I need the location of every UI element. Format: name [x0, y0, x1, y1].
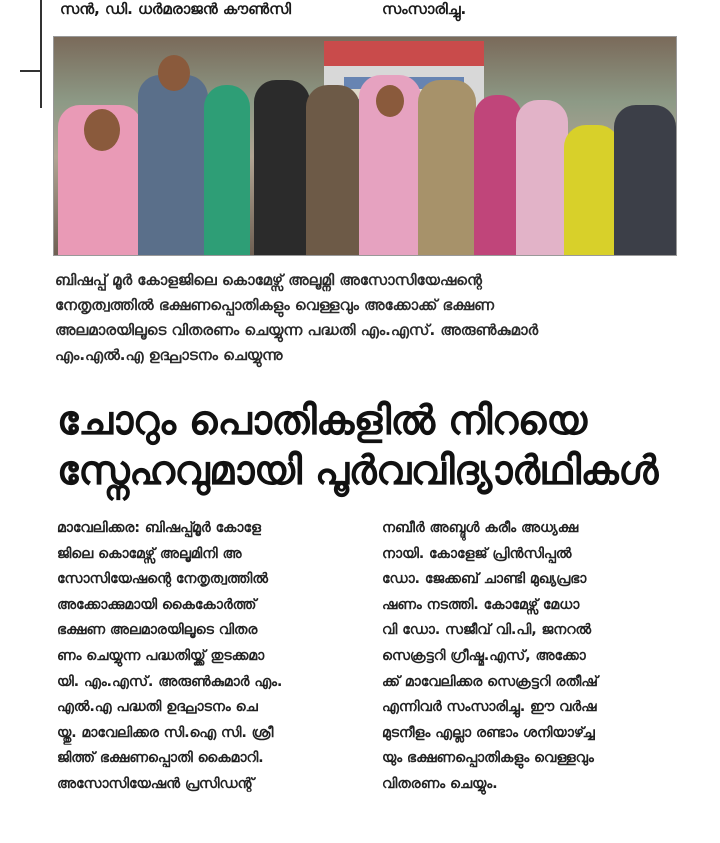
- headline-line: സ്നേഹവുമായി പൂർവവിദ്യാർഥികൾ: [57, 448, 658, 494]
- photo-caption: [55, 268, 675, 368]
- person-figure: [516, 100, 568, 255]
- caption-line: ബിഷപ്പ് മൂർ കോളജിലെ കൊമേഴ്സ് അലൂമ്നി അസോസിയേഷന്റെ: [55, 271, 482, 289]
- person-head: [84, 109, 120, 151]
- article-line: നായി. കോളേജ് പ്രിൻസിപ്പൽ: [382, 545, 572, 562]
- person-head: [376, 85, 404, 117]
- article-line: ജിത്ത് ഭക്ഷണപ്പൊതി കൈമാറി.: [57, 750, 264, 767]
- article-line: എന്നിവർ സംസാരിച്ചു. ഈ വർഷ: [382, 699, 597, 716]
- top-right-text: സംസാരിച്ചു.: [382, 0, 467, 18]
- article-line: സെക്രട്ടറി ഗ്രീഷ്മ.എസ്, അക്കോ: [382, 647, 586, 664]
- article-line: യ്തു. മാവേലിക്കര സി.ഐ സി. ശ്രീ: [57, 724, 274, 741]
- headline-line: ചോറും പൊതികളിൽ നിറയെ: [57, 398, 587, 444]
- article-line: മുടനീളം എല്ലാ രണ്ടാം ശനിയാഴ്ച്ച: [382, 724, 595, 741]
- article-line: മാവേലിക്കര: ബിഷപ്പ്മൂർ കോളേ: [57, 520, 261, 536]
- article-line: ഭക്ഷണ അലമാരയിലൂടെ വിതര: [57, 622, 258, 639]
- column-tick: [20, 70, 42, 72]
- article-line: എൽ.എ പദ്ധതി ഉദ്ഘാടനം ചെ: [57, 699, 258, 716]
- article-column-right: [382, 516, 682, 798]
- article-line: ക്ക് മാവേലിക്കര സെക്രട്ടറി രതീഷ്: [382, 673, 598, 690]
- article-line: നബീർ അബ്ദുൾ കരീം അധ്യക്ഷ: [382, 520, 579, 536]
- top-left-text: സൻ, ഡി. ധർമരാജൻ കൗൺസി: [60, 0, 291, 18]
- column-rule: [40, 0, 42, 108]
- person-figure: [138, 75, 208, 255]
- article-line: ഷണം നടത്തി. കോമേഴ്സ് മേധാ: [382, 596, 580, 613]
- article-line: വിതരണം ചെയ്യും.: [382, 775, 498, 792]
- article-line: ണം ചെയ്യുന്ന പദ്ധതിയ്ക്ക് തുടക്കമാ: [57, 647, 265, 664]
- article-line: വി ഡോ. സജീവ് വി.പി, ജനറൽ: [382, 622, 592, 639]
- article-line: യി. എം.എസ്. അരുൺകുമാർ എം.: [57, 673, 283, 690]
- caption-line: എം.എൽ.എ ഉദ്ഘാടനം ചെയ്യുന്നു: [55, 346, 283, 364]
- person-figure: [204, 85, 250, 255]
- top-strip: [0, 0, 720, 26]
- article-column-left: [57, 516, 357, 798]
- person-figure: [418, 80, 476, 255]
- person-figure: [474, 95, 522, 255]
- person-head: [158, 55, 190, 91]
- article-line: സോസിയേഷന്റെ നേതൃത്വത്തിൽ: [57, 571, 268, 588]
- person-figure: [306, 85, 360, 255]
- caption-line: നേതൃത്വത്തിൽ ഭക്ഷണപ്പൊതികളും വെള്ളവും അക്കോക്ക് ഭക്ഷണ: [55, 296, 495, 314]
- article-line: അക്കോക്കുമായി കൈകോർത്ത്: [57, 596, 257, 613]
- person-figure: [254, 80, 310, 255]
- news-photo: [53, 36, 677, 256]
- person-figure: [564, 125, 620, 255]
- person-figure: [614, 105, 676, 255]
- article-line: അസോസിയേഷൻ പ്രസിഡന്റ്: [57, 775, 254, 792]
- article-line: ജിലെ കൊമേഴ്സ് അലൂമിനി അ: [57, 545, 242, 562]
- caption-line: അലമാരയിലൂടെ വിതരണം ചെയ്യുന്ന പദ്ധതി എം.എസ്. അരുൺകുമാർ: [55, 321, 539, 339]
- headline: [57, 396, 677, 496]
- article-line: യും ഭക്ഷണപ്പൊതികളും വെള്ളവും: [382, 750, 594, 767]
- article-line: ഡോ. ജേക്കബ് ചാണ്ടി മുഖ്യപ്രഭാ: [382, 571, 587, 588]
